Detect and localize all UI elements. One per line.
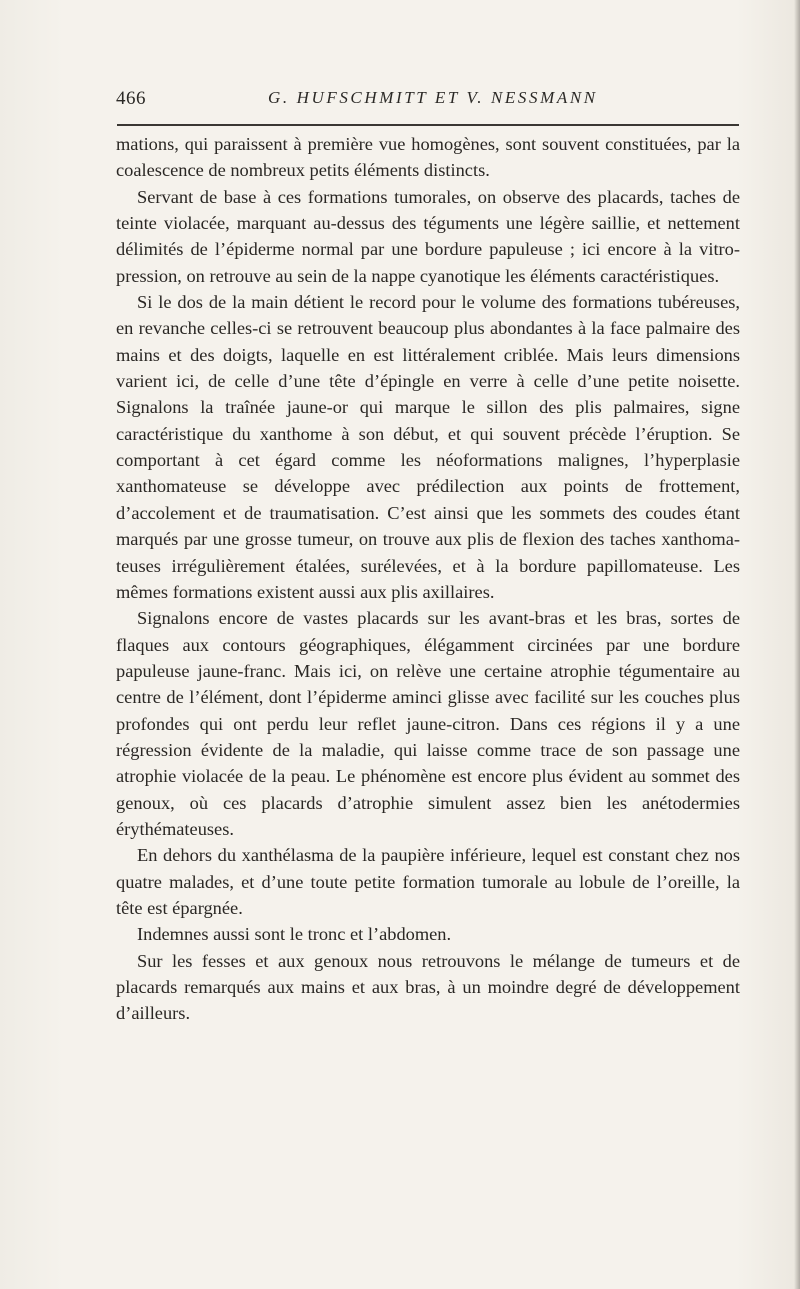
paragraph: Signalons encore de vastes placards sur les avant-bras et les bras, sortes de flaques aux contours géographiques, élégamment circinées par une bordure papuleuse jaune-franc. Mais ici, on relève une certaine atrophie tégumentaire au centre de l’élément, dont l’épiderme aminci glisse avec facilité sur les couches plus profondes qui ont perdu leur reflet jaune-citron. Dans ces régions il y a une régression évidente de la maladie, qui laisse comme trace de son passage une atrophie violacée de la peau. Le phénomène est encore plus évident au sommet des genoux, où ces placards d’atrophie simulent assez bien les anétodermies érythémateuses.: [116, 608, 740, 839]
paragraph: En dehors du xanthélasma de la paupière inférieure, lequel est constant chez nos quatre malades, et d’une toute petite formation tumorale au lobule de l’oreille, la tête est épargnée.: [116, 845, 740, 918]
paragraph: Indemnes aussi sont le tronc et l’abdomen.: [137, 924, 452, 945]
paragraph: Sur les fesses et aux genoux nous retrouvons le mélange de tumeurs et de placards remarqués aux mains et aux bras, à un moindre degré de développement d’ailleurs.: [116, 950, 740, 1024]
header-rule: [117, 124, 739, 126]
page-edge-shadow: [794, 0, 800, 1289]
paragraph: Servant de base à ces formations tumorales, on observe des placards, taches de teinte violacée, marquant au-dessus des téguments une légère saillie, et nettement délimités de l’épiderme normal par une bordure papuleuse ; ici encore à la vitro-pression, on retrouve au sein de la nappe cyanotique les éléments caractéristiques.: [116, 186, 740, 286]
running-head: G. HUFSCHMITT ET V. NESSMANN: [268, 88, 598, 107]
page-number: 466: [116, 88, 146, 109]
paragraph-continuation: mations, qui paraissent à première vue homogènes, sont souvent constituées, par la coalescence de nombreux petits éléments distincts.: [116, 134, 740, 181]
page-header: [116, 88, 740, 116]
paragraph: Si le dos de la main détient le record pour le volume des formations tubéreuses, en revanche celles-ci se retrouvent beaucoup plus abondantes à la face palmaire des mains et des doigts, laquelle en est littéralement criblée. Mais leurs dimensions varient ici, de celle d’une tête d’épingle en verre à celle d’une petite noisette. Signalons la traînée jaune-or qui marque le sillon des plis palmaires, signe caractéristique du xanthome à son début, et qui souvent précède l’éruption. Se comportant à cet égard comme les néoformations malignes, l’hyperplasie xanthomateuse se développe avec prédilection aux points de frottement, d’accolement et de traumatisation. C’est ainsi que les sommets des coudes étant marqués par une grosse tumeur, on trouve aux plis de flexion des taches xanthomateuses irrégulièrement étalées, surélevées, et à la bordure papillomateuse. Les mêmes formations existent aussi aux plis axillaires.: [116, 292, 740, 602]
body-text: [116, 131, 740, 1027]
